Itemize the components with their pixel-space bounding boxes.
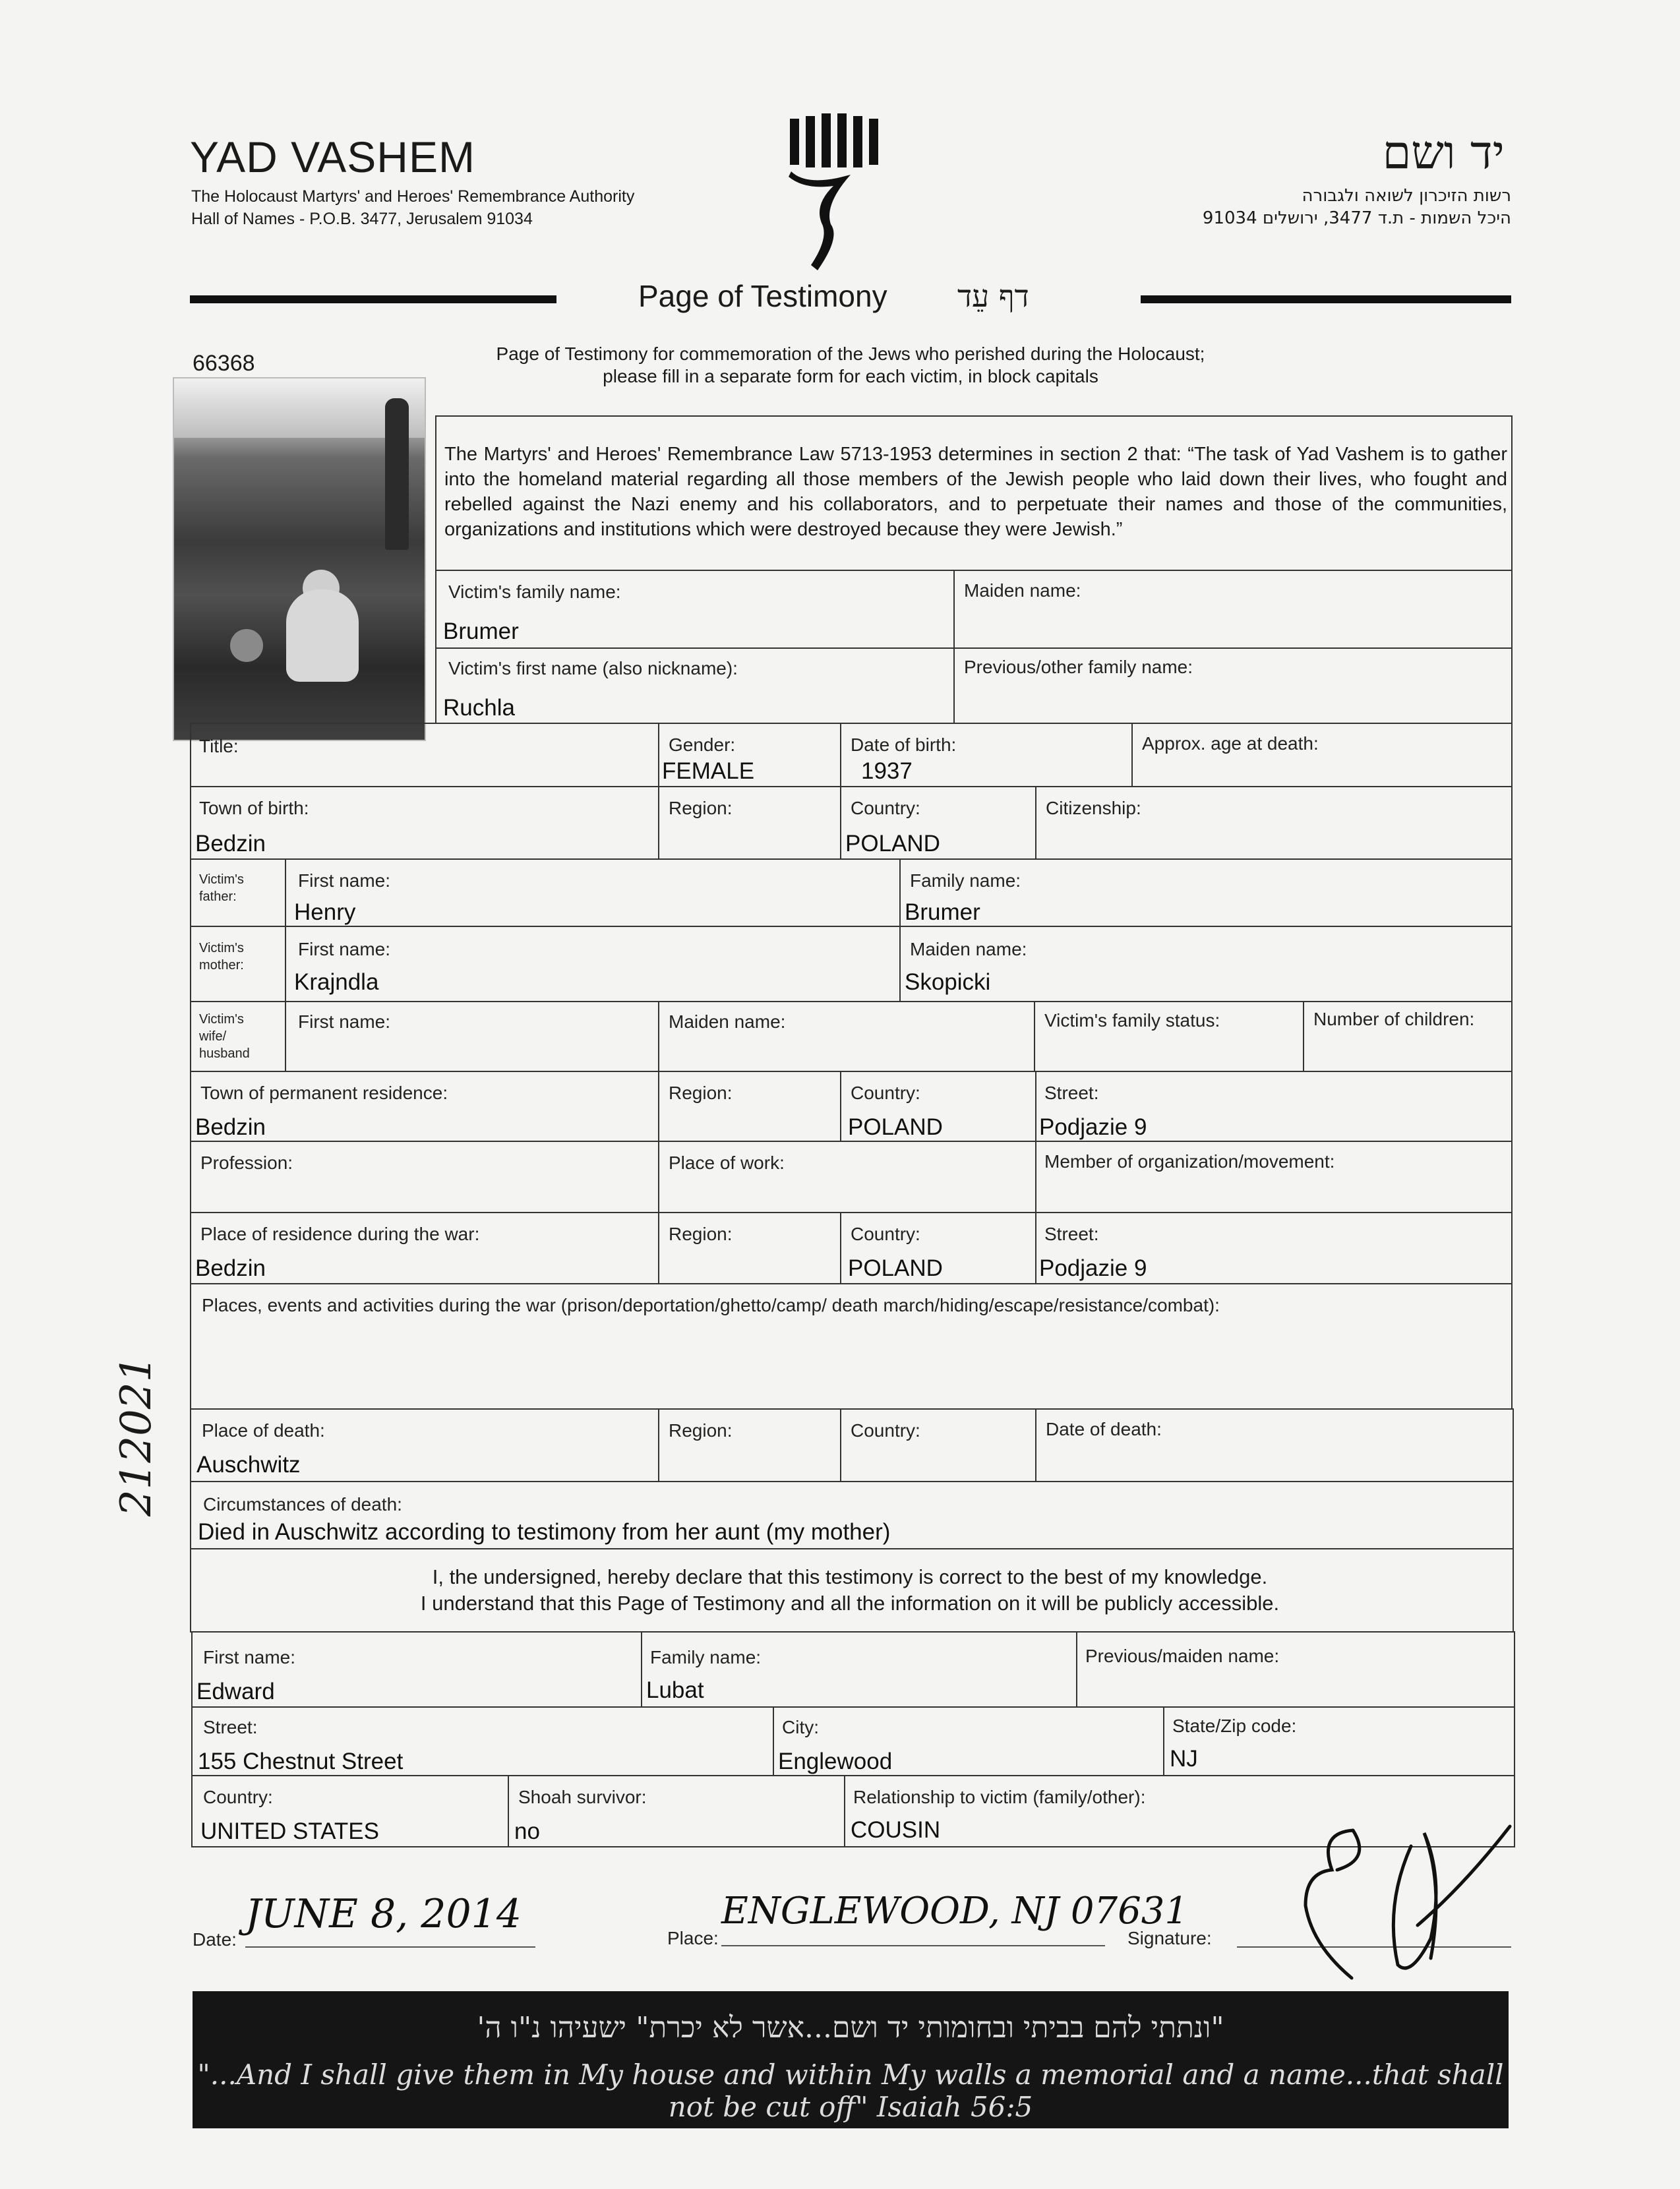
member-org-label: Member of organization/movement: xyxy=(1044,1151,1335,1172)
father-side-label-2: father: xyxy=(199,889,237,904)
date-line xyxy=(245,1946,535,1948)
first-name-value: Ruchla xyxy=(443,695,515,721)
citizenship-label: Citizenship: xyxy=(1046,798,1141,818)
prev-family-label: Previous/other family name: xyxy=(964,657,1193,677)
submitter-country-value: UNITED STATES xyxy=(200,1818,379,1844)
document-number: 66368 xyxy=(193,351,255,376)
submitter-city-label: City: xyxy=(782,1717,819,1737)
submitter-street-label: Street: xyxy=(203,1717,258,1737)
town-birth-value: Bedzin xyxy=(195,831,266,856)
date-label: Date: xyxy=(193,1929,237,1950)
war-region-label: Region: xyxy=(669,1224,733,1244)
org-address: Hall of Names - P.O.B. 3477, Jerusalem 91034 xyxy=(191,210,533,228)
submitter-first-value: Edward xyxy=(196,1679,275,1704)
death-date-label: Date of death: xyxy=(1046,1419,1162,1439)
residence-town-label: Town of permanent residence: xyxy=(200,1083,448,1103)
dob-value: 1937 xyxy=(861,758,913,784)
residence-town-value: Bedzin xyxy=(195,1114,266,1140)
footer-quote-hebrew: "ונתתי להם בביתי ובחומותי יד ושם...אשר לא יכרת" ישעיהו נ"ו ה' xyxy=(477,2011,1224,2045)
submitter-state-value: NJ xyxy=(1170,1746,1198,1772)
death-country-label: Country: xyxy=(851,1420,920,1441)
mother-side-label-1: Victim's xyxy=(199,941,244,955)
submitter-prev-label: Previous/maiden name: xyxy=(1085,1646,1280,1666)
submitter-family-cell xyxy=(641,1631,1077,1708)
citizenship-cell xyxy=(1035,786,1513,860)
spouse-first-label: First name: xyxy=(298,1011,391,1032)
circumstances-value: Died in Auschwitz according to testimony from her aunt (my mother) xyxy=(198,1519,891,1545)
survivor-cell xyxy=(508,1775,845,1847)
age-cell xyxy=(1131,723,1513,787)
submitter-city-value: Englewood xyxy=(778,1749,893,1774)
place-handwritten: ENGLEWOOD, NJ 07631 xyxy=(721,1890,1188,1933)
submitter-street-value: 155 Chestnut Street xyxy=(198,1749,404,1774)
instruction-line-2: please fill in a separate form for each victim, in block capitals xyxy=(603,366,1098,386)
country-birth-label: Country: xyxy=(851,798,920,818)
mother-maiden-value: Skopicki xyxy=(905,969,991,995)
family-name-label: Victim's family name: xyxy=(448,582,621,602)
header-rule-left xyxy=(190,295,556,303)
submitter-country-label: Country: xyxy=(203,1787,273,1807)
gender-value: FEMALE xyxy=(662,758,755,784)
place-of-work-label: Place of work: xyxy=(669,1153,785,1173)
father-first-value: Henry xyxy=(294,899,356,925)
death-region-cell xyxy=(658,1408,841,1482)
mother-maiden-cell xyxy=(899,926,1513,1002)
relationship-value: COUSIN xyxy=(851,1817,941,1843)
circumstances-label: Circumstances of death: xyxy=(203,1494,402,1514)
menorah-logo-icon xyxy=(778,112,897,270)
war-town-value: Bedzin xyxy=(195,1255,266,1281)
law-text: The Martyrs' and Heroes' Remembrance Law 5713-1953 determines in section 2 that: “The task of Yad Vashem is to gather into the homeland material regarding all those members of the Jewish people who laid down their lives, who fought and rebelled against the Nazi enemy and his collaborators, and to perpetuate their names and those of the communities, organizations and institutions which were destroyed because they were Jewish.” xyxy=(444,444,1507,540)
death-region-label: Region: xyxy=(669,1420,733,1441)
father-first-cell xyxy=(285,858,901,927)
residence-street-value: Podjazie 9 xyxy=(1039,1114,1147,1140)
org-name-hebrew: יד ושם xyxy=(1382,125,1505,179)
place-line xyxy=(721,1945,1105,1946)
maiden-name-label: Maiden name: xyxy=(964,580,1081,601)
declaration-line-2: I understand that this Page of Testimony and all the information on it will be publicly accessible. xyxy=(420,1592,1280,1615)
residence-country-value: POLAND xyxy=(848,1114,943,1140)
war-country-value: POLAND xyxy=(848,1255,943,1281)
org-subtitle: The Holocaust Martyrs' and Heroes' Remembrance Authority xyxy=(191,187,635,206)
mother-first-label: First name: xyxy=(298,939,391,959)
father-side-label-1: Victim's xyxy=(199,872,244,887)
place-of-work-cell xyxy=(658,1141,1036,1213)
residence-region-label: Region: xyxy=(669,1083,733,1103)
spouse-side-label-3: husband xyxy=(199,1046,250,1061)
family-status-label: Victim's family status: xyxy=(1044,1010,1220,1031)
first-name-label: Victim's first name (also nickname): xyxy=(448,658,738,678)
signature-mark xyxy=(1279,1807,1516,1991)
mother-first-value: Krajndla xyxy=(294,969,379,995)
war-town-label: Place of residence during the war: xyxy=(200,1224,480,1244)
instruction-line-1: Page of Testimony for commemoration of the Jews who perished during the Holocaust; xyxy=(496,344,1205,364)
submitter-family-label: Family name: xyxy=(650,1647,762,1667)
father-family-cell xyxy=(899,858,1513,927)
victim-photo xyxy=(173,377,426,741)
date-handwritten: JUNE 8, 2014 xyxy=(245,1891,522,1937)
signature-label: Signature: xyxy=(1127,1928,1212,1948)
org-name: YAD VASHEM xyxy=(190,133,475,181)
footer-banner xyxy=(193,1991,1509,2128)
relationship-label: Relationship to victim (family/other): xyxy=(853,1787,1146,1807)
survivor-value: no xyxy=(514,1818,540,1844)
region-birth-cell xyxy=(658,786,841,860)
father-first-label: First name: xyxy=(298,870,391,891)
war-region-cell xyxy=(658,1212,841,1284)
war-street-value: Podjazie 9 xyxy=(1039,1255,1147,1281)
org-address-hebrew: היכל השמות - ת.ד 3477, ירושלים 91034 xyxy=(1202,208,1511,228)
survivor-label: Shoah survivor: xyxy=(518,1787,647,1807)
spouse-side-label-1: Victim's xyxy=(199,1012,244,1027)
title-cell xyxy=(190,723,659,787)
death-place-label: Place of death: xyxy=(202,1420,325,1441)
residence-country-label: Country: xyxy=(851,1083,920,1103)
profession-cell xyxy=(190,1141,659,1213)
dob-label: Date of birth: xyxy=(851,735,957,755)
submitter-state-label: State/Zip code: xyxy=(1172,1716,1297,1736)
submitter-first-label: First name: xyxy=(203,1647,296,1667)
place-label: Place: xyxy=(667,1928,719,1948)
residence-street-label: Street: xyxy=(1044,1083,1099,1103)
mother-maiden-label: Maiden name: xyxy=(910,939,1027,959)
footer-quote-english: "...And I shall give them in My house and within My walls a memorial and a name...that shall not be cut off" Isaiah 56:5 xyxy=(197,2058,1504,2123)
country-birth-value: POLAND xyxy=(845,831,940,856)
death-place-value: Auschwitz xyxy=(196,1452,301,1478)
declaration-line-1: I, the undersigned, hereby declare that this testimony is correct to the best of my knowledge. xyxy=(432,1565,1268,1588)
org-subtitle-hebrew: רשות הזיכרון לשואה ולגבורה xyxy=(1302,186,1511,206)
town-birth-label: Town of birth: xyxy=(199,798,309,818)
age-label: Approx. age at death: xyxy=(1142,733,1319,754)
margin-number: 212021 xyxy=(112,1355,161,1516)
page-title-hebrew: דף עֵד xyxy=(957,278,1029,314)
header-rule-right xyxy=(1141,295,1511,303)
submitter-family-value: Lubat xyxy=(646,1677,704,1703)
father-family-label: Family name: xyxy=(910,870,1021,891)
profession-label: Profession: xyxy=(200,1153,293,1173)
residence-region-cell xyxy=(658,1071,841,1142)
spouse-side-label-2: wife/ xyxy=(199,1029,227,1044)
mother-side-label-2: mother: xyxy=(199,958,244,973)
war-country-label: Country: xyxy=(851,1224,920,1244)
death-country-cell xyxy=(840,1408,1036,1482)
title-label: Title: xyxy=(199,736,239,756)
family-name-value: Brumer xyxy=(443,618,519,644)
war-events-label: Places, events and activities during the war (prison/deportation/ghetto/camp/ death march/hiding/escape/resistance/combat): xyxy=(202,1295,1220,1315)
war-street-label: Street: xyxy=(1044,1224,1099,1244)
father-family-value: Brumer xyxy=(905,899,980,925)
page-title: Page of Testimony xyxy=(638,279,887,313)
children-label: Number of children: xyxy=(1313,1009,1475,1029)
spouse-maiden-label: Maiden name: xyxy=(669,1011,786,1032)
submitter-prev-cell xyxy=(1076,1631,1515,1708)
region-birth-label: Region: xyxy=(669,798,733,818)
gender-label: Gender: xyxy=(669,735,736,755)
